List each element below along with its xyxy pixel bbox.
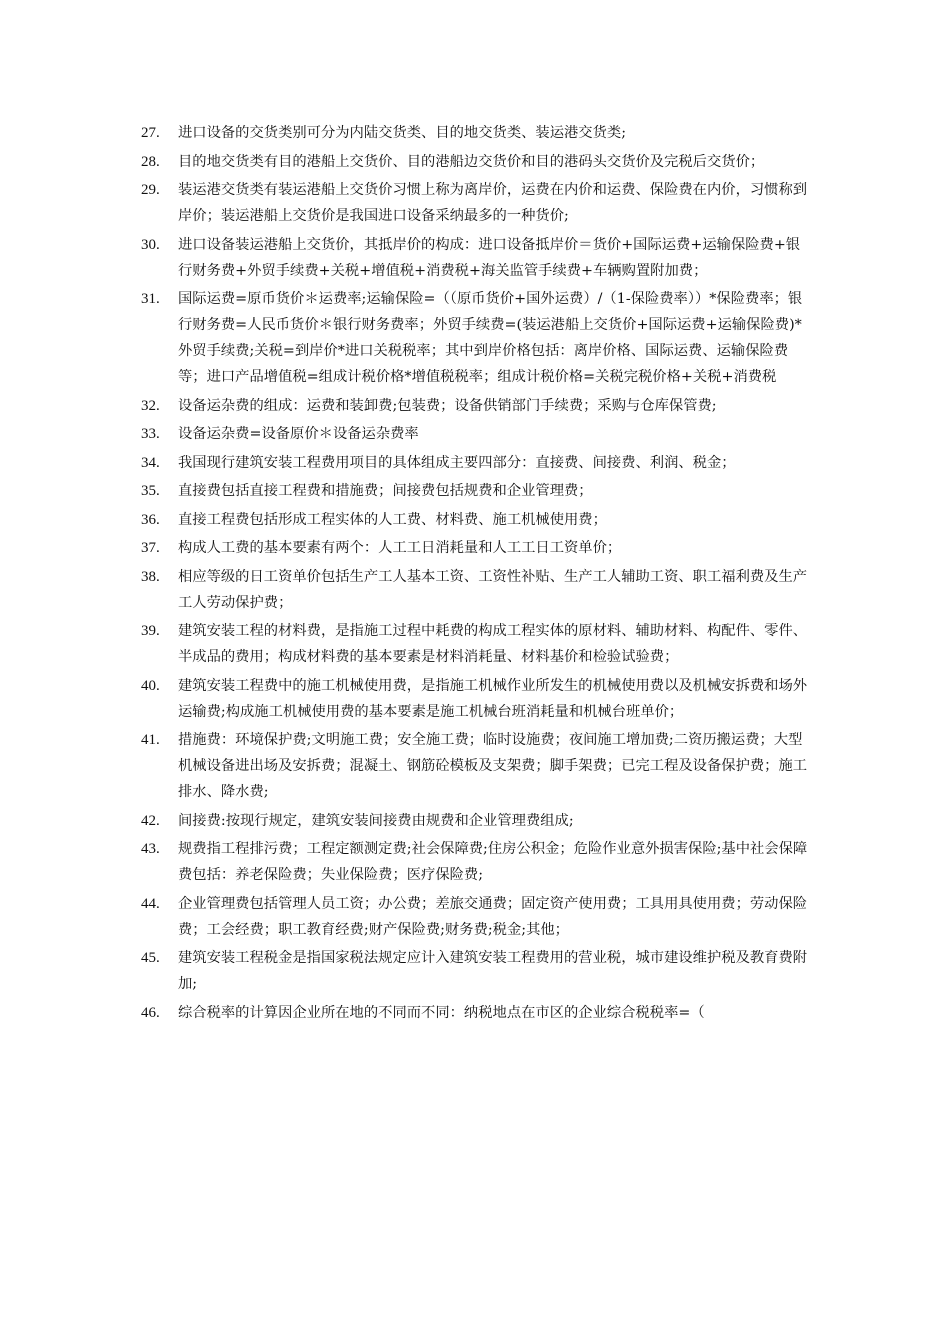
list-item bbox=[141, 618, 813, 670]
item-number: 46. bbox=[141, 1004, 160, 1021]
item-number: 37. bbox=[141, 540, 160, 556]
item-number: 35. bbox=[141, 483, 160, 499]
list-item bbox=[141, 507, 813, 533]
item-number: 45. bbox=[141, 950, 160, 966]
item-text: 我国现行建筑安装工程费用项目的具体组成主要四部分：直接费、间接费、利润、税金； bbox=[178, 454, 736, 471]
item-number: 27. bbox=[141, 125, 160, 141]
item-text: 建筑安装工程税金是指国家税法规定应计入建筑安装工程费用的营业税，城市建设维护税及教育费附加; bbox=[178, 950, 808, 992]
list-item bbox=[141, 286, 813, 390]
list-item bbox=[141, 535, 813, 561]
list-item bbox=[141, 891, 813, 943]
item-text: 装运港交货类有装运港船上交货价习惯上称为离岸价，运费在内价和运费、保险费在内价，习惯称到岸价；装运港船上交货价是我国进口设备采纳最多的一种货价; bbox=[178, 182, 808, 224]
item-number: 44. bbox=[141, 895, 160, 912]
item-number: 41. bbox=[141, 732, 160, 748]
item-text: 综合税率的计算因企业所在地的不同而不同：纳税地点在市区的企业综合税税率=（ bbox=[178, 1004, 705, 1021]
list-item bbox=[141, 149, 813, 175]
list-item bbox=[141, 120, 813, 146]
item-text: 企业管理费包括管理人员工资；办公费；差旅交通费；固定资产使用费；工具用具使用费；劳动保险费；工会经费；职工教育经费;财产保险费;财务费;税金;其他； bbox=[178, 895, 808, 938]
item-number: 38. bbox=[141, 568, 160, 585]
item-text: 规费指工程排污费；工程定额测定费;社会保障费;住房公积金；危险作业意外损害保险;基中社会保障费包括：养老保险费；失业保险费；医疗保险费; bbox=[178, 841, 808, 883]
list-item bbox=[141, 564, 813, 616]
item-number: 30. bbox=[141, 236, 160, 253]
item-text: 构成人工费的基本要素有两个：人工工日消耗量和人工工日工资单价； bbox=[178, 540, 622, 556]
list-item bbox=[141, 727, 813, 805]
item-text: 进口设备的交货类别可分为内陆交货类、目的地交货类、装运港交货类; bbox=[178, 125, 627, 141]
item-text: 直接工程费包括形成工程实体的人工费、材料费、施工机械使用费； bbox=[178, 511, 607, 528]
item-number: 33. bbox=[141, 426, 160, 442]
list-item bbox=[141, 450, 813, 476]
item-text: 直接费包括直接工程费和措施费；间接费包括规费和企业管理费； bbox=[178, 483, 593, 499]
numbered-list bbox=[141, 120, 813, 1028]
item-number: 36. bbox=[141, 511, 160, 528]
list-item bbox=[141, 808, 813, 834]
item-text: 建筑安装工程的材料费，是指施工过程中耗费的构成工程实体的原材料、辅助材料、构配件、零件、半成品的费用；构成材料费的基本要素是材料消耗量、材料基价和检验试验费； bbox=[178, 623, 808, 665]
item-text: 设备运杂费的组成：运费和装卸费;包装费；设备供销部门手续费；采购与仓库保管费; bbox=[178, 397, 717, 414]
item-text: 相应等级的日工资单价包括生产工人基本工资、工资性补贴、生产工人辅助工资、职工福利费及生产工人劳动保护费； bbox=[178, 568, 808, 611]
list-item bbox=[141, 836, 813, 888]
item-number: 31. bbox=[141, 291, 160, 307]
item-text: 设备运杂费=设备原价＊设备运杂费率 bbox=[178, 426, 419, 442]
list-item bbox=[141, 177, 813, 229]
item-number: 39. bbox=[141, 623, 160, 639]
item-text: 进口设备装运港船上交货价，其抵岸价的构成：进口设备抵岸价＝货价+国际运费+运输保险费+银行财务费+外贸手续费+关税+增值税+消费税+海关监管手续费+车辆购置附加费； bbox=[178, 236, 801, 279]
list-item bbox=[141, 393, 813, 419]
item-text: 目的地交货类有目的港船上交货价、目的港船边交货价和目的港码头交货价及完税后交货价； bbox=[178, 153, 765, 170]
item-number: 42. bbox=[141, 812, 160, 829]
item-number: 29. bbox=[141, 182, 160, 198]
item-text: 建筑安装工程费中的施工机械使用费，是指施工机械作业所发生的机械使用费以及机械安拆费和场外运输费;构成施工机械使用费的基本要素是施工机械台班消耗量和机械台班单价； bbox=[178, 677, 808, 720]
item-number: 40. bbox=[141, 677, 160, 694]
list-item bbox=[141, 478, 813, 504]
list-item bbox=[141, 421, 813, 447]
item-number: 32. bbox=[141, 397, 160, 414]
list-item bbox=[141, 232, 813, 284]
list-item bbox=[141, 945, 813, 997]
item-number: 43. bbox=[141, 841, 160, 857]
list-item bbox=[141, 1000, 813, 1026]
list-item bbox=[141, 673, 813, 725]
item-text: 措施费：环境保护费;文明施工费；安全施工费；临时设施费；夜间施工增加费;二资历搬运费；大型机械设备进出场及安拆费；混凝土、钢筋砼模板及支架费；脚手架费；已完工程及设备保护费；施工排水、降水费; bbox=[178, 732, 808, 800]
item-number: 34. bbox=[141, 454, 160, 471]
item-text: 国际运费=原币货价＊运费率;运输保险=（（原币货价+国外运费）/（1-保险费率））*保险费率；银行财务费=人民币货价＊银行财务费率；外贸手续费=(装运港船上交货价+国际运费+运输保险费)*外贸手续费;关税=到岸价*进口关税税率；其中到岸价格包括：离岸价格、国际运费、运输保险费等；进口产品增值税=组成计税价格*增值税税率；组成计税价格=关税完税价格+关税+消费税 bbox=[178, 291, 803, 385]
item-text: 间接费:按现行规定，建筑安装间接费由规费和企业管理费组成; bbox=[178, 812, 574, 829]
item-number: 28. bbox=[141, 153, 160, 170]
